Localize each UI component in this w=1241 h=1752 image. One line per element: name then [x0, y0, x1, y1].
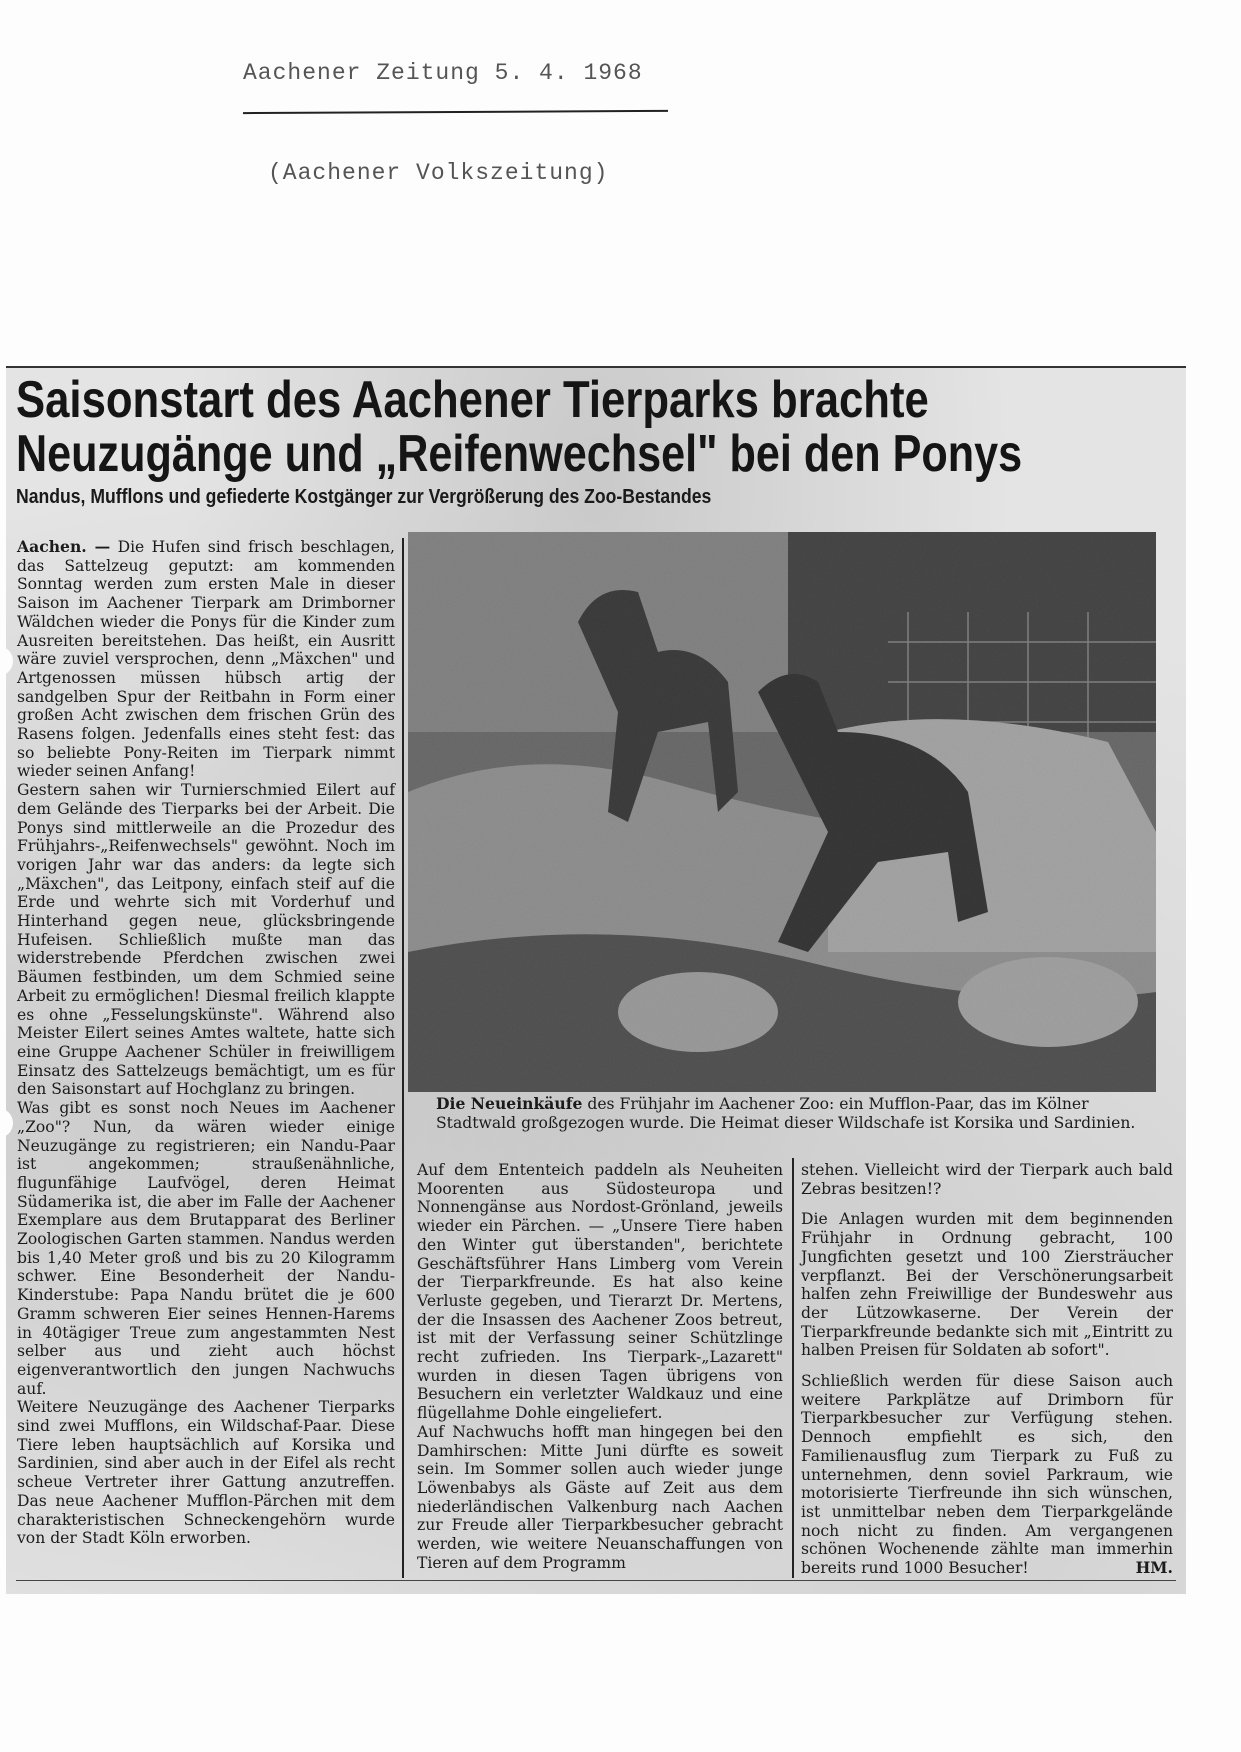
paragraph: Die Anlagen wurden mit dem beginnenden Frühjahr in Ordnung gebracht, 100 Jungfichten gesetzt und 100 Ziersträucher verpflanzt. Bei der Verschönerungsarbeit halfen zehn Freiwillige der Bundeswehr aus der Lützowkaserne. Der Verein der Tierparkfreunde bedankte sich mit „Eintritt zu halben Preisen für Soldaten ab sofort".: [801, 1210, 1173, 1360]
article-column-3: [801, 1161, 1173, 1578]
typed-underline: [243, 110, 668, 114]
paragraph: Weitere Neuzugänge des Aachener Tierparks sind zwei Mufflons, ein Wildschaf-Paar. Diese Tiere leben hauptsächlich auf Korsika und Sardinien, sind aber auch in der Eifel als recht scheue Vertreter ihrer Gattung anzutreffen. Das neue Aachener Mufflon-Pärchen mit dem charakteristischen Schneckengehörn wurde von der Stadt Köln erworben.: [17, 1398, 395, 1548]
paragraph: Schließlich werden für diese Saison auch weitere Parkplätze auf Drimborn für Tierparkbesucher zur Verfügung stehen. Dennoch empfiehlt es sich, den Familienausflug zum Tierpark zu Fuß zu unternehmen, denn soviel Parkraum, wie motorisierte Tierfreunde ihn sich wünschen, ist unmittelbar neben dem Tierparkgelände noch nicht zu finden. Am vergangenen schönen Wochenende zählte man immerhin bereits rund 1000 Besucher! HM.: [801, 1372, 1173, 1578]
clipping-bottom-edge: [16, 1580, 1176, 1581]
column-divider: [402, 538, 404, 1578]
paragraph: stehen. Vielleicht wird der Tierpark auch bald Zebras besitzen!?: [801, 1161, 1173, 1198]
photo-caption: Die Neueinkäufe des Frühjahr im Aachener Zoo: ein Mufflon-Paar, das im Kölner Stadtwald großgezogen wurde. Die Heimat dieser Wildschafe ist Korsika und Sardinien.: [436, 1094, 1136, 1132]
subheadline: Nandus, Mufflons und gefiederte Kostgänger zur Vergrößerung des Zoo-Bestandes: [16, 486, 712, 508]
column-divider: [792, 1158, 794, 1578]
paragraph: Auf dem Ententeich paddeln als Neuheiten Moorenten aus Südosteuropa und Nonnengänse aus Nordost-Grönland, jeweils wieder ein Pärchen. — „Unsere Tiere haben den Winter gut überstanden", berichtete Geschäftsführer Hans Limberg vom Verein der Tierparkfreunde. Es hat also keine Verluste gegeben, und Tierarzt Dr. Mertens, der die Insassen des Aachener Zoos betreut, ist mit der Verfassung seiner Schützlinge recht zufrieden. Ins Tierpark-„Lazarett" wurden in diesen Tagen übrigens von Besuchern ein verletzter Waldkauz und eine flügellahme Dohle eingeliefert.: [417, 1161, 783, 1423]
mufflon-photo: [408, 532, 1156, 1092]
dateline: Aachen. —: [17, 537, 111, 556]
paragraph: Gestern sahen wir Turnierschmied Eilert auf dem Gelände des Tierparks bei der Arbeit. Die Ponys sind mittlerweile an die Prozedur des Frühjahrs-„Reifenwechsels" gewöhnt. Noch im vorigen Jahr war das anders: da legte sich „Mäxchen", das Leitpony, einfach steif auf die Erde und wehrte sich mit Vorderhuf und Hinterhand gegen neue, glücksbringende Hufeisen. Schließlich mußte man das widerstrebende Pferdchen zwischen zwei Bäumen festbinden, um dem Schmied seine Arbeit zu ermöglichen! Diesmal freilich klappte es ohne „Fesselungskünste". Während also Meister Eilert seines Amtes waltete, hatte sich eine Gruppe Aachener Schüler in freiwilligem Einsatz des Sattelzeugs bemächtigt, um es für den Saisonstart auf Hochglanz zu bringen.: [17, 781, 395, 1099]
edition-line: (Aachener Volkszeitung): [268, 160, 609, 186]
headline-line-1: Saisonstart des Aachener Tierparks brachte: [16, 371, 929, 429]
paragraph: Auf Nachwuchs hofft man hingegen bei den Damhirschen: Mitte Juni dürfte es soweit sein. Im Sommer sollen auch wieder junge Löwenbabys als Gäste auf Zeit aus dem niederländischen Valkenburg nach Aachen zur Freude aller Tierparkbesucher gebracht werden, wie weitere Neuanschaffungen von Tieren auf dem Programm: [417, 1422, 783, 1572]
paragraph: Was gibt es sonst noch Neues im Aachener „Zoo"? Nun, da wären wieder einige Neuzugänge zu registrieren; ein Nandu-Paar ist angekommen; straußenähnliche, flugunfähige Laufvögel, deren Heimat Südamerika ist, die aber im Falle der Aachener Exemplare aus dem Brutapparat des Berliner Zoologischen Garten stammen. Nandus werden bis 1,40 Meter groß und bis zu 20 Kilogramm schwer. Eine Besonderheit der Nandu-Kinderstube: Papa Nandu brütet die je 600 Gramm schweren Eier seines Hennen-Harems in 40tägiger Treue zum angestammten Nest selber aus und zieht auch höchst eigenverantwortlich den jungen Nachwuchs auf.: [17, 1099, 395, 1398]
paragraph: Aachen. — Die Hufen sind frisch beschlagen, das Sattelzeug geputzt: am kommenden Sonntag werden zum ersten Male in dieser Saison im Aachener Tierpark am Drimborner Wäldchen wieder die Ponys für die Kinder zum Ausreiten bereitstehen. Das heißt, ein Ausritt wäre zuviel versprochen, denn „Mäxchen" und Artgenossen müssen hübsch artig der sandgelben Spur der Reitbahn in Form einer großen Acht zwischen dem frischen Grün des Rasens folgen. Jedenfalls eines steht fest: das so beliebte Pony-Reiten im Tierpark nimmt wieder seinen Anfang!: [17, 537, 396, 781]
mufflon-photo-image: [408, 532, 1156, 1092]
headline-line-2: Neuzugänge und „Reifenwechsel" bei den Ponys: [16, 425, 1023, 483]
author-initials: HM.: [1135, 1558, 1173, 1578]
article-column-2: [417, 1161, 783, 1572]
newspaper-clipping: [6, 366, 1186, 1594]
article-column-1: [17, 538, 395, 1548]
newspaper-date-line: Aachener Zeitung 5. 4. 1968: [243, 60, 643, 86]
